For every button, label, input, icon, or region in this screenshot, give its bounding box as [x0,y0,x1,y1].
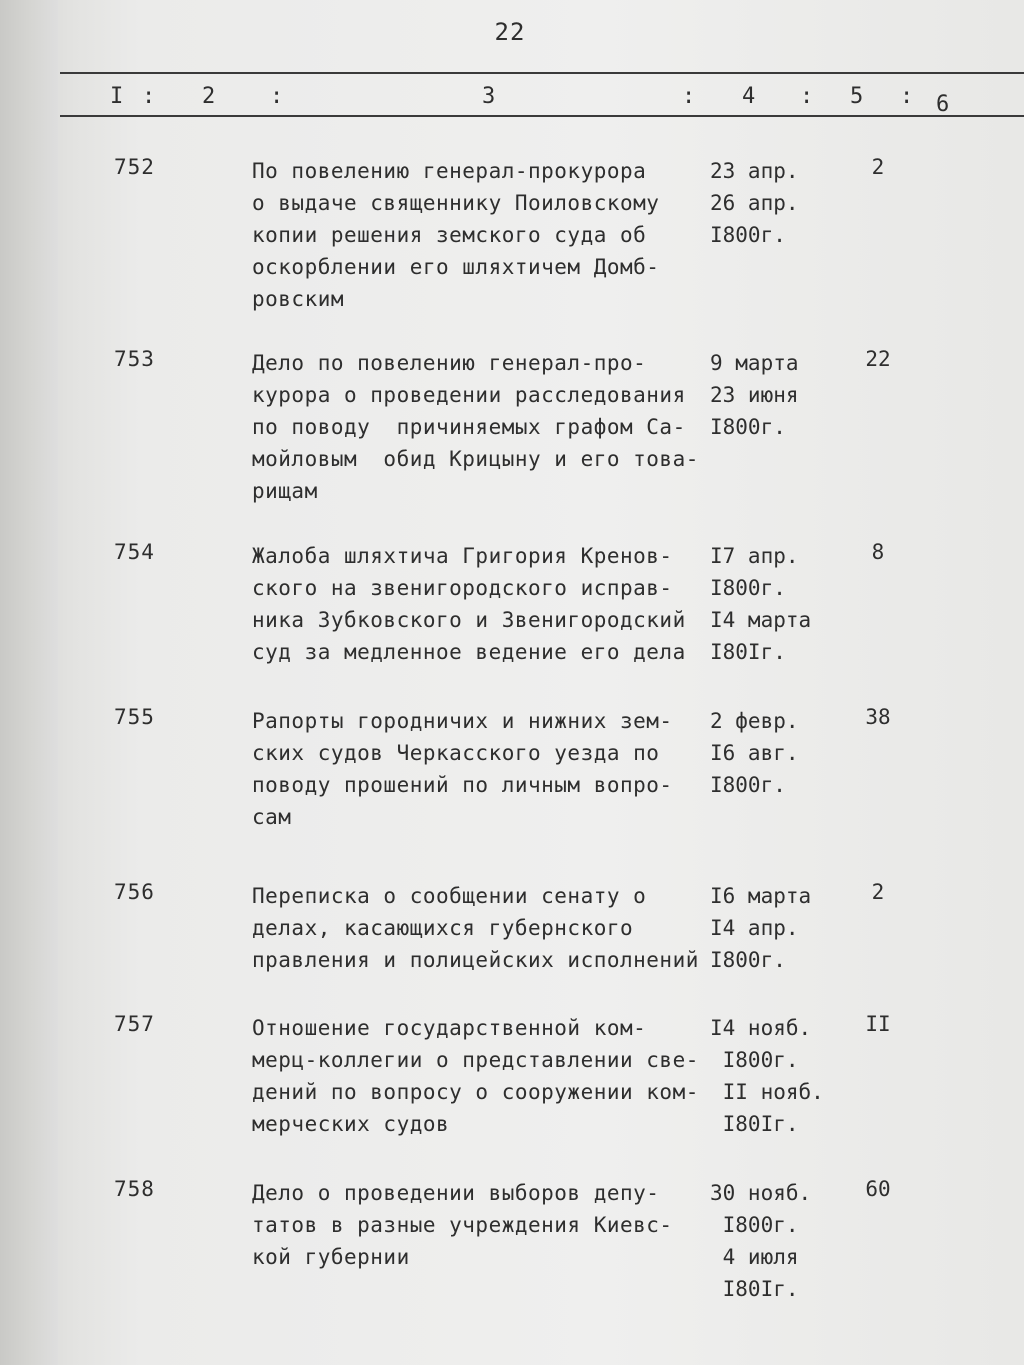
header-top-rule [60,72,1024,74]
entry-number: 757 [114,1012,155,1036]
entry-sheet-count: 60 [865,1177,891,1201]
entry-dates: 2 февр. I6 авг. I800г. [710,709,799,797]
entry-dates: I7 апр. I800г. I4 марта I80Iг. [710,544,812,664]
column-header-6: 6 [936,92,950,117]
entry-dates: 9 марта 23 июня I800г. [710,351,799,439]
entry-description: Жалоба шляхтича Григория Кренов- ского на звенигородского исправ- ника Зубковского и Звенигородский суд за медленное ведение его дела [252,544,686,664]
entry-number: 755 [114,705,155,729]
column-header-5: 5 [850,84,864,109]
entry-description: По повелению генерал-прокурора о выдаче священнику Поиловскому копии решения земского суда об оскорблении его шляхтичем Домб- ровским [252,159,660,311]
entry-sheet-count: 8 [871,540,885,564]
entry-sheet-count: 22 [865,347,891,371]
entry-sheet-count: 38 [865,705,891,729]
entry-number: 758 [114,1177,155,1201]
entry-number: 754 [114,540,155,564]
entry-number: 756 [114,880,155,904]
column-header-3: 3 [482,84,496,109]
column-separator: : [270,84,284,109]
entry-description: Дело о проведении выборов депу- татов в разные учреждения Киевс- кой губернии [252,1181,673,1269]
entry-number: 753 [114,347,155,371]
entry-dates: I6 марта I4 апр. I800г. [710,884,812,972]
page-binding-shadow [0,0,58,1365]
column-header-1: I [110,84,124,109]
entry-description: Дело по повелению генерал-про- курора о проведении расследования по поводу причиняемых графом Са- мойловым обид Крицыну и его това- рищам [252,351,699,503]
entry-description: Переписка о сообщении сенату о делах, касающихся губернского правления и полицейских исполнений [252,884,699,972]
entry-sheet-count: 2 [871,880,885,904]
entry-dates: I4 нояб. I800г. II нояб. I80Iг. [710,1016,824,1136]
entry-sheet-count: 2 [871,155,885,179]
header-bottom-rule [60,115,1024,117]
column-separator: : [900,84,914,109]
column-separator: : [682,84,696,109]
column-separator: : [800,84,814,109]
entry-sheet-count: II [865,1012,891,1036]
column-header-2: 2 [202,84,216,109]
entry-description: Отношение государственной ком- мерц-коллегии о представлении све- дений по вопросу о сооружении ком- мерческих судов [252,1016,699,1136]
entry-number: 752 [114,155,155,179]
column-header-4: 4 [742,84,756,109]
entry-dates: 30 нояб. I800г. 4 июля I80Iг. [710,1181,812,1301]
column-separator: : [142,84,156,109]
page-number: 22 [494,18,526,46]
entry-description: Рапорты городничих и нижних зем- ских судов Черкасского уезда по поводу прошений по личным вопро- сам [252,709,673,829]
entry-dates: 23 апр. 26 апр. I800г. [710,159,799,247]
